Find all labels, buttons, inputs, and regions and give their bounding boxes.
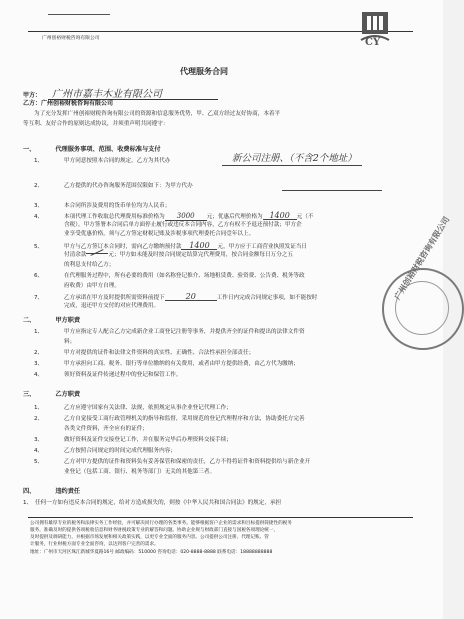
party-b: 乙方：广州创裕财税咨询有限公司 (23, 100, 114, 107)
clause-1-6-line-2: 府收费）由甲方自理。 (64, 283, 120, 289)
clause-1-7-line-2: 完成，退还甲方交付的对应代理费用。 (64, 303, 160, 309)
clause-1-5-line-3: 的利息支付给乙方； (64, 262, 115, 268)
party-a-name: 广州市嘉丰木业有限公司 (52, 89, 162, 100)
header-line (28, 31, 413, 32)
clause-1-6: 6、 在代理服务过程中，所有必要的费用（如名称登记推介、场地租赁费、验资费、公告费、税务等政 (34, 273, 305, 279)
clause-1-1: 1、 甲方同意按照本合同的规定，乙方为其代办 (34, 158, 171, 164)
header-dash (48, 14, 110, 15)
footer-line (28, 517, 413, 518)
clause-1-1-handwritten: 新公司注册、（不含2个地址） (232, 153, 357, 164)
clause-3-5: 5、 乙方对甲方提供的证件和资料负有妥善保管和保密的责任，乙方不得将证件和资料提供给与新企业开 (34, 459, 311, 465)
page-title: 代理服务合同 (180, 67, 228, 76)
section-4-heading: 四、 违约责任 (23, 488, 81, 495)
clause-3-2: 2、 乙方自觉接受工商行政管理机关的指导和监督，采用规范的登记代理程序和方法，协助委托方完善 (34, 416, 305, 422)
section-1-heading: 一、 代理服务事项、范围、收费标准与支付 (23, 146, 161, 153)
footer-line-2: 服务，准确及时的提供各项税收信息和财务财税政策专业的解答和问题。协助企业规与财政部门直接与国税各项理论统一， (30, 528, 279, 533)
clause-1-4-line-3: 业享受优惠价格，须与乙方签定财税记账及涉税事项代理委托合同壹年以上。 (64, 231, 255, 237)
clause-3-1: 1、 乙方应遵守国家有关法律、法规，依照规定从事企业登记代理工作； (34, 405, 232, 411)
footer-line-3: 及时提供及调研能力，并根据市场发展和相关政策实践，以更专业全面的服务内容。公司提供公司注册、代理记账、管 (30, 535, 269, 540)
footer-line-4: 计服务，行业财税方面专业全面咨询，以达到客户完善的需求。 (30, 542, 159, 547)
seal-text: 广州创裕财税咨询有限公司 (392, 215, 452, 302)
section-3-heading: 三、 乙方职责 (23, 391, 81, 398)
clause-2-1: 1、 甲方应指定专人配合乙方完成新企业工商登记注册等事务，并提供齐全的证件和提出的法律文件资 (34, 329, 305, 335)
logo-text: CY (365, 37, 381, 48)
section-2-heading: 二、 甲方职责 (23, 317, 81, 324)
clause-2-4: 4、 领好资料及证件传递过程中的登记和保管工作。 (34, 372, 182, 378)
intro-line-1: 为了充分发挥广州创裕财税咨询有限公司的资源和信息服务优势，甲、乙双方经过友好协商，本着平 (34, 111, 281, 117)
clause-3-5-line-2: 业登记（包括工商、银行、税务等部门）无关的其他第三者。 (64, 469, 216, 475)
clause-3-4: 4、 乙方按照合同规定的时间完成代理服务内容； (34, 448, 176, 454)
clause-2-3: 3、 甲方承担向工商、税务、银行等单位缴纳的有关费用，或者由甲方提供经费，由乙方代为缴纳； (34, 361, 299, 367)
clause-1-2-underline (282, 190, 382, 191)
intro-line-2: 等互利、友好合作的原则达成协议，并须重声明共同遵守： (23, 121, 169, 127)
clause-1-1-underline (222, 165, 362, 166)
clause-1-3: 3、 本合同所涉及费用的货币单位均为人民币； (34, 203, 171, 209)
clause-1-5: 5、 甲方与乙方签订本合同时，需向乙方缴纳预付款 1400 元，甲方应于工商营业执照发证当日 (34, 241, 307, 250)
footer-address: 地址：广州市天河区珠江新城华夏路16号 邮政编码：510000 咨询电话：020-8888-8888 联系电话：18888888888 (30, 550, 273, 555)
party-a-label: 甲方： (23, 92, 42, 99)
clause-1-7: 7、 乙方承诺在甲方及时提供所需资料前提下 20 工作日内完成合同规定事项，如不能按时 (34, 292, 318, 301)
clause-1-4: 4、 本项代理工作收取总代理费用标准价格为 3000 元；优惠后代理价格为 1400 元（不 (34, 211, 314, 220)
header-company: 广州创裕财税咨询有限公司 (42, 36, 100, 41)
clause-4-1: 1、 任何一方如有违反本合同的规定，给对方造成损失的，则按《中华人民共和国合同法》的规定，承担 (23, 500, 282, 506)
clause-1-2: 2、 乙方提供的代办咨询服务范围仅限如下：为甲方代办 (34, 183, 193, 189)
clause-3-2-line-2: 各类文件资料，齐全应有的证件； (64, 426, 148, 432)
clause-3-3: 3、 做好资料及证件交接登记工作，并在服务完毕后办理资料交接手续； (34, 437, 232, 443)
clause-1-4-line-2: 含税）。甲方签署本合同后单方面停止履行或违反本合同内容，乙方有权不予退还预付款；甲方企 (64, 222, 302, 228)
footer-line-1: 公司拥有雄厚专业的税务和法律实务工作经验，并可解决同行办理的各类事务。能够根据客户企业的需求和目标提供简捷性的税务 (30, 521, 292, 526)
clause-2-2: 2、 甲方对提供的证件和法律文件资料的真实性、正确性、合法性承担全部责任； (34, 350, 255, 356)
clause-2-1-line-2: 料； (64, 339, 76, 345)
clause-1-5-line-2: 付清余款 元；甲方如未能及时按合同规定结算完代理费用，按合同金额每日万分之五 (64, 252, 293, 259)
